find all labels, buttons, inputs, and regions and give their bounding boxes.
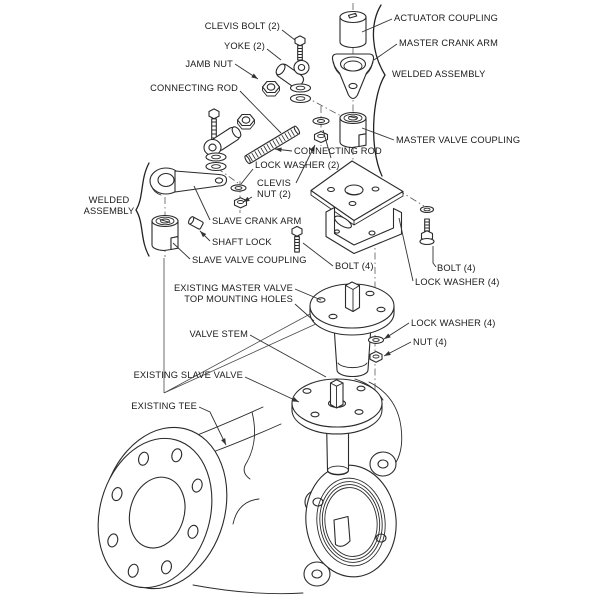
label-existing-master-valve bbox=[174, 283, 293, 305]
shaft-lock-part bbox=[188, 216, 204, 230]
leader-bolt-4-left bbox=[303, 243, 333, 266]
leader-slave-crank-arm bbox=[194, 186, 210, 220]
clevis-nut-right-part bbox=[315, 132, 328, 143]
label-master-crank-arm bbox=[399, 38, 498, 49]
label-welded-assembly-left-line: ASSEMBLY bbox=[83, 206, 135, 216]
label-existing-tee bbox=[131, 401, 197, 412]
slave-crank-arm-part bbox=[150, 168, 227, 195]
washers-lower-part bbox=[206, 153, 226, 171]
label-nut-4 bbox=[413, 337, 447, 348]
leader-master-crank-arm bbox=[374, 44, 397, 60]
label-existing-slave-valve-line: EXISTING SLAVE VALVE bbox=[133, 370, 243, 380]
jamb-nut-lower-part bbox=[238, 115, 255, 130]
leader-arrowhead-nut-4 bbox=[384, 351, 391, 356]
label-welded-assembly-left-line: WELDED bbox=[88, 195, 130, 205]
leader-arrowhead-existing-tee bbox=[221, 438, 226, 445]
label-yoke-2-line: YOKE (2) bbox=[224, 41, 265, 51]
label-welded-assembly-right-line: WELDED ASSEMBLY bbox=[392, 69, 486, 79]
label-welded-assembly-right bbox=[392, 69, 486, 80]
label-lock-washer-2 bbox=[255, 160, 340, 171]
label-lock-washer-4-lower-line: LOCK WASHER (4) bbox=[411, 318, 496, 328]
existing-master-valve-part bbox=[310, 282, 394, 377]
label-clevis-nut-2 bbox=[257, 178, 291, 200]
label-clevis-nut-2-line: CLEVIS bbox=[257, 178, 291, 188]
leader-clevis-bolt-2 bbox=[282, 30, 295, 40]
leader-slave-valve-coupling bbox=[173, 243, 190, 259]
label-connecting-rod-upper bbox=[150, 83, 238, 94]
washers-upper-part bbox=[291, 84, 311, 103]
jamb-nut-upper-part bbox=[263, 82, 280, 97]
label-valve-stem-line: VALVE STEM bbox=[189, 329, 248, 339]
leader-connecting-rod-upper bbox=[240, 91, 281, 133]
leader-master-valve-coupling bbox=[362, 128, 394, 140]
label-clevis-bolt-2 bbox=[205, 21, 280, 32]
label-shaft-lock bbox=[212, 237, 272, 248]
mounting-lock-washer-part bbox=[369, 337, 384, 344]
label-existing-master-valve-line: EXISTING MASTER VALVE bbox=[173, 283, 293, 293]
leader-existing-slave-valve bbox=[245, 377, 299, 402]
label-jamb-nut-line: JAMB NUT bbox=[185, 59, 233, 69]
mounting-nut-part bbox=[370, 352, 382, 363]
label-slave-valve-coupling-line: SLAVE VALVE COUPLING bbox=[192, 255, 307, 265]
label-clevis-bolt-2-line: CLEVIS BOLT (2) bbox=[204, 21, 280, 31]
label-bolt-4-right-line: BOLT (4) bbox=[437, 263, 476, 273]
label-bolt-4-left bbox=[335, 261, 374, 272]
existing-slave-valve-part bbox=[292, 379, 382, 475]
label-master-crank-arm-line: MASTER CRANK ARM bbox=[399, 38, 498, 48]
label-shaft-lock-line: SHAFT LOCK bbox=[212, 237, 272, 247]
actuator-coupling-part bbox=[340, 12, 366, 48]
label-existing-slave-valve bbox=[134, 370, 243, 381]
label-master-valve-coupling-line: MASTER VALVE COUPLING bbox=[396, 135, 521, 145]
leader-bolt-4-right bbox=[433, 246, 436, 267]
leader-valve-stem bbox=[250, 335, 326, 377]
connecting-rod-part bbox=[244, 125, 301, 164]
label-connecting-rod-lower-line: CONNECTING ROD bbox=[294, 146, 382, 156]
label-connecting-rod-lower bbox=[294, 146, 382, 157]
label-lock-washer-4-lower bbox=[411, 318, 496, 329]
clevis-bolt-upper-part bbox=[295, 36, 305, 60]
label-bolt-4-right bbox=[437, 263, 476, 274]
label-existing-master-valve-line: TOP MOUNTING HOLES bbox=[184, 294, 293, 304]
leader-lock-washer-2 bbox=[241, 169, 253, 184]
leader-arrowhead-lock-washer-4-lower bbox=[384, 334, 391, 339]
label-bolt-4-left-line: BOLT (4) bbox=[335, 261, 374, 271]
label-nut-4-line: NUT (4) bbox=[413, 337, 447, 347]
label-lock-washer-2-line: LOCK WASHER (2) bbox=[255, 160, 340, 170]
label-welded-assembly-left bbox=[84, 195, 135, 217]
label-existing-tee-line: EXISTING TEE bbox=[131, 401, 197, 411]
label-valve-stem bbox=[189, 329, 248, 340]
clevis-nut-left-part bbox=[235, 198, 247, 208]
bracket-part bbox=[311, 161, 403, 254]
slave-valve-coupling-part bbox=[152, 216, 178, 251]
label-lock-washer-4-upper-line: LOCK WASHER (4) bbox=[415, 277, 500, 287]
valve-stem-part bbox=[331, 380, 344, 408]
label-connecting-rod-upper-line: CONNECTING ROD bbox=[150, 83, 238, 93]
label-lock-washer-4-upper bbox=[415, 277, 500, 288]
label-slave-valve-coupling bbox=[192, 255, 307, 266]
bolt-right-part bbox=[420, 219, 434, 245]
bolt-left-part bbox=[292, 226, 302, 252]
master-crank-arm-part bbox=[332, 54, 373, 99]
welded-assembly-left-brace bbox=[136, 163, 149, 256]
label-slave-crank-arm bbox=[212, 216, 301, 227]
lock-washer-right-part bbox=[313, 118, 329, 125]
yoke-lower-part bbox=[204, 124, 243, 155]
lock-washer-left-part bbox=[231, 185, 246, 191]
label-yoke-2 bbox=[224, 41, 265, 52]
label-clevis-nut-2-line: NUT (2) bbox=[257, 189, 291, 199]
slave-valve-body-part bbox=[300, 452, 403, 586]
leader-arrowhead-jamb-nut bbox=[251, 74, 258, 79]
label-actuator-coupling-line: ACTUATOR COUPLING bbox=[394, 13, 498, 23]
leader-lock-washer-4-upper bbox=[399, 218, 413, 281]
label-slave-crank-arm-line: SLAVE CRANK ARM bbox=[212, 216, 302, 226]
label-actuator-coupling bbox=[394, 13, 498, 24]
leader-yoke-2 bbox=[267, 49, 281, 60]
label-jamb-nut bbox=[185, 59, 233, 70]
label-master-valve-coupling bbox=[396, 135, 520, 146]
master-valve-coupling-part bbox=[340, 113, 366, 148]
bracket-lock-washer-part bbox=[421, 207, 434, 213]
